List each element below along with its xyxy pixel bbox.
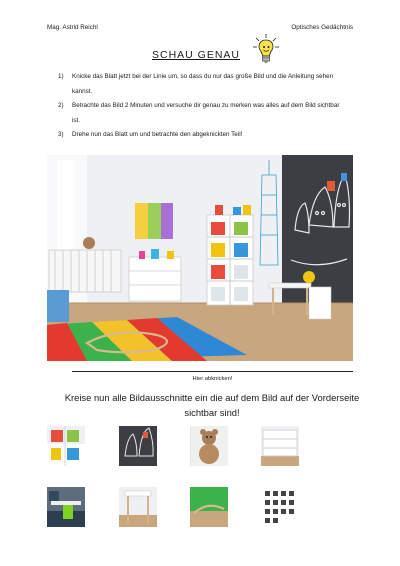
thumbnail-train-track xyxy=(190,487,228,527)
course-name: Optisches Gedächtnis xyxy=(291,24,353,31)
author-name: Mag. Astrid Reichl xyxy=(47,24,98,31)
thumbnail-teddy-bear xyxy=(190,426,228,466)
task-instruction: Kreise nun alle Bildausschnitte ein die auf dem Bild auf der Vorderseite sichtbar sind! xyxy=(64,392,360,418)
thumbnail-alphabet-poster xyxy=(261,487,299,527)
thumbnail-chalkboard xyxy=(119,426,157,466)
lightbulb-icon xyxy=(252,33,280,67)
fold-label: Hier abknicken! xyxy=(192,376,233,382)
kids-room-photo xyxy=(47,155,353,361)
thumbnail-desk-chair xyxy=(47,487,85,527)
fold-line xyxy=(72,371,353,372)
step-text: Betrachte das Bild 2 Minuten und versuche dir genau zu merken was alles auf dem Bild sichtbar ist. xyxy=(72,102,340,124)
page-header xyxy=(47,24,353,34)
step-text: Knicke das Blatt jetzt bei der Linie um, so dass du nur das große Bild und die Anleitung sehen kannst. xyxy=(72,73,334,95)
step-number: 1) xyxy=(58,73,64,80)
step-number: 3) xyxy=(58,131,64,139)
thumbnail-toy-blocks xyxy=(47,426,85,466)
step-item xyxy=(58,70,348,99)
instruction-steps xyxy=(58,70,348,143)
step-text: Drehe nun das Blatt um und betrachte den abgeknickten Teil! xyxy=(72,131,243,139)
step-number: 2) xyxy=(58,102,64,110)
thumbnail-dresser xyxy=(261,426,299,466)
step-item xyxy=(58,128,348,143)
page-title: SCHAU GENAU xyxy=(152,49,241,61)
thumbnail-chair-legs xyxy=(119,487,157,527)
step-item xyxy=(58,99,348,128)
